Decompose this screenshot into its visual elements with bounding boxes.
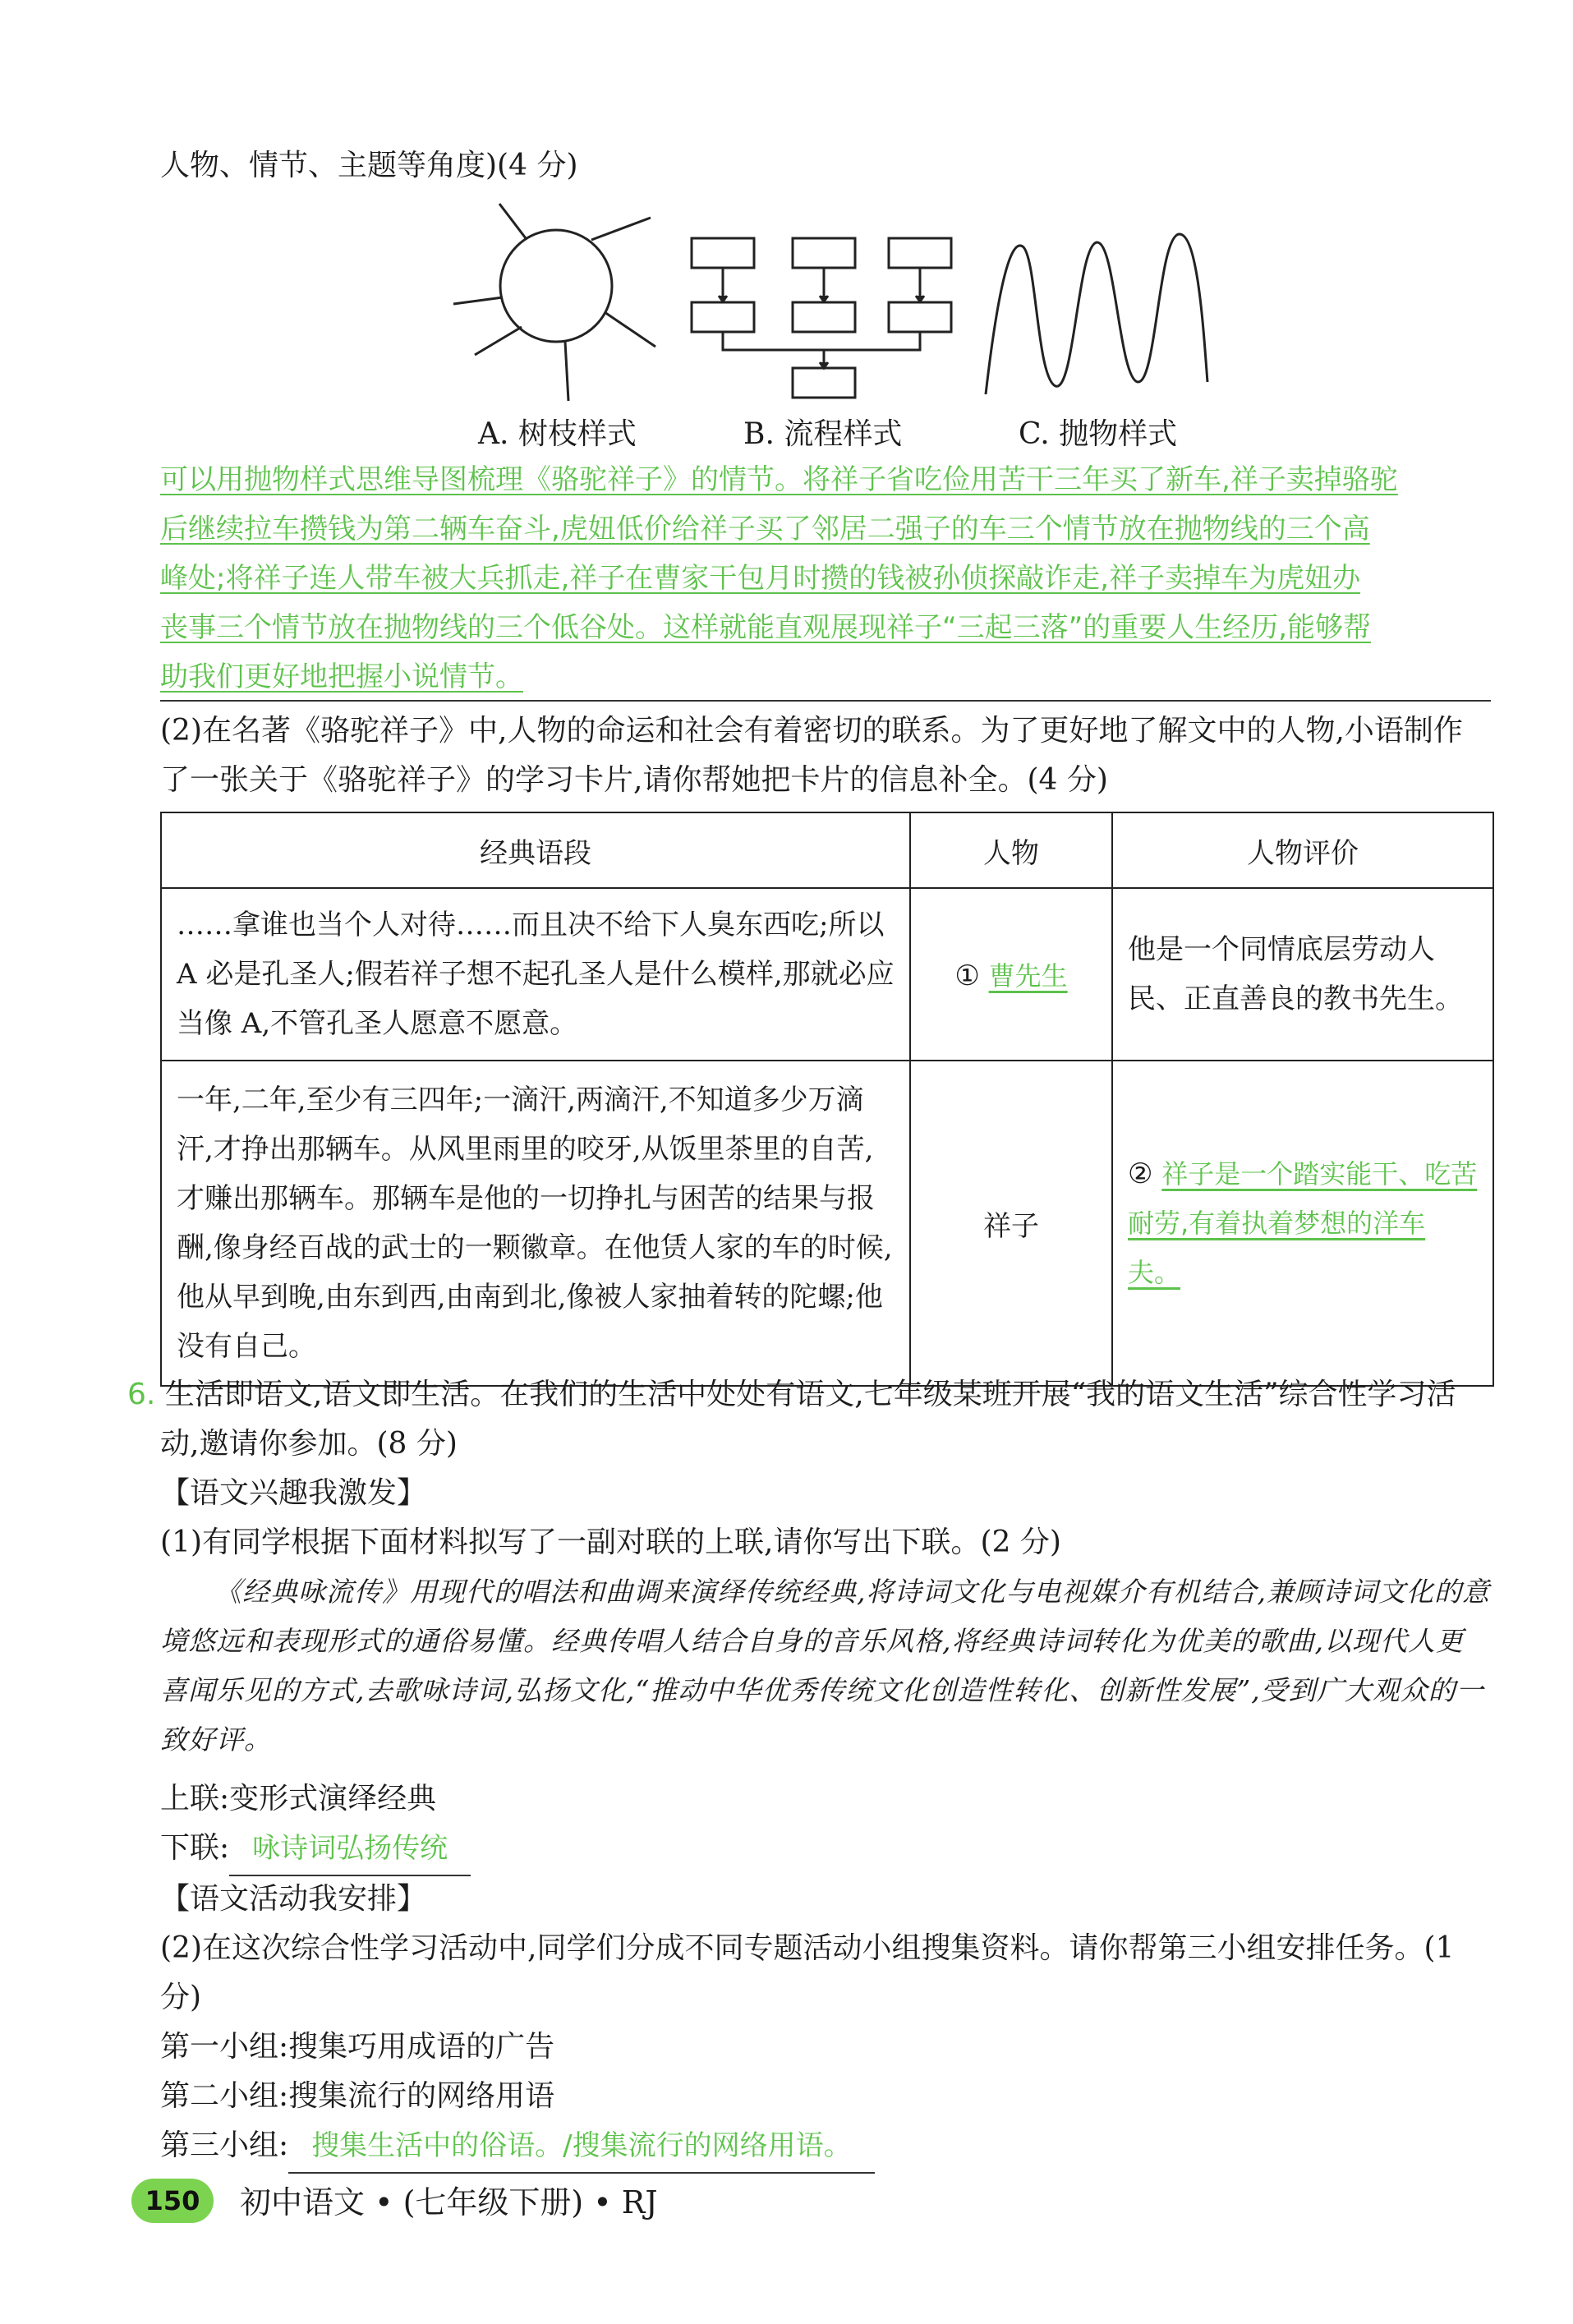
answer-rule xyxy=(160,700,1491,702)
group-three-label: 第三小组: xyxy=(160,2128,289,2162)
answer-line-1: 可以用抛物样式思维导图梳理《骆驼祥子》的情节。将祥子省吃俭用苦干三年买了新车,祥子卖掉骆驼 xyxy=(160,463,1398,496)
evaluation-cell xyxy=(1112,1061,1493,1386)
table-row xyxy=(161,888,1493,1061)
caption-tree-style: A. 树枝样式 xyxy=(478,417,637,451)
answer-line-4: 丧事三个情节放在抛物线的三个低谷处。这样就能直观展现祥子“三起三落”的重要人生经历,能够帮 xyxy=(160,611,1372,644)
mindmap-style-diagrams xyxy=(444,189,1232,419)
page-number-badge: 150 xyxy=(131,2179,214,2223)
blank-number: ② xyxy=(1128,1157,1153,1190)
table-row xyxy=(161,1061,1493,1386)
group-three-answer: 搜集生活中的俗语。/搜集流行的网络用语。 xyxy=(288,2121,874,2174)
character-cell xyxy=(910,888,1112,1061)
answer-line-2: 后继续拉车攒钱为第二辆车奋斗,虎妞低价给祥子买了邻居二强子的车三个情节放在抛物线的三个高 xyxy=(160,513,1370,545)
section-heading-interest: 【语文兴趣我激发】 xyxy=(160,1476,427,1510)
section-heading-activity: 【语文活动我安排】 xyxy=(160,1882,427,1916)
sub-question-2-line-1: (2)在这次综合性学习活动中,同学们分成不同专题活动小组搜集资料。请你帮第三小组安排任务。(1 xyxy=(160,1931,1455,1965)
passage-cell: 一年,二年,至少有三四年;一滴汗,两滴汗,不知道多少万滴汗,才挣出那辆车。从风里雨里的咬牙,从饭里茶里的自苦,才赚出那辆车。那辆车是他的一切挣扎与困苦的结果与报酬,像身经百战的武士的一颗徽章。在他赁人家的车的时候,他从早到晚,由东到西,由南到北,像被人家抽着转的陀螺;他没有自己。 xyxy=(161,1061,910,1386)
group-three xyxy=(160,2121,875,2174)
header-character: 人物 xyxy=(910,812,1112,888)
blank-number: ① xyxy=(954,960,980,992)
evaluation-cell: 他是一个同情底层劳动人民、正直善良的教书先生。 xyxy=(1112,888,1493,1061)
q6-line-2: 动,邀请你参加。(8 分) xyxy=(160,1427,458,1461)
answer-line-3: 峰处;将祥子连人带车被大兵抓走,祥子在曹家干包月时攒的钱被孙侦探敲诈走,祥子卖掉车为虎妞办 xyxy=(160,562,1361,595)
flow-style-diagram xyxy=(692,238,951,398)
book-title: 初中语文 • (七年级下册) • RJ xyxy=(240,2184,658,2220)
table-header-row xyxy=(161,812,1493,888)
character-answer: 曹先生 xyxy=(988,960,1068,992)
q2-line-1: (2)在名著《骆驼祥子》中,人物的命运和社会有着密切的联系。为了更好地了解文中的人物,小语制作 xyxy=(160,714,1463,748)
q6-text-1: 生活即语文,语文即生活。在我们的生活中处处有语文,七年级某班开展“我的语文生活”综合性学习活 xyxy=(164,1378,1456,1411)
q2-line-2: 了一张关于《骆驼祥子》的学习卡片,请你帮她把卡片的信息补全。(4 分) xyxy=(160,763,1108,797)
sub-question-1: (1)有同学根据下面材料拟写了一副对联的上联,请你写出下联。(2 分) xyxy=(160,1526,1061,1559)
caption-parabola-style: C. 抛物样式 xyxy=(1019,417,1178,451)
character-cell: 祥子 xyxy=(910,1061,1112,1386)
question-number: 6. xyxy=(127,1378,156,1411)
lower-couplet-answer: 咏诗词弘扬传统 xyxy=(229,1824,471,1876)
intro-line: 人物、情节、主题等角度)(4 分) xyxy=(160,149,578,182)
passage-cell: ……拿谁也当个人对待……而且决不给下人臭东西吃;所以 A 必是孔圣人;假若祥子想不起孔圣人是什么模样,那就必应当像 A,不管孔圣人愿意不愿意。 xyxy=(161,888,910,1061)
material-paragraph: 《经典咏流传》用现代的唱法和曲调来演绎传统经典,将诗词文化与电视媒介有机结合,兼顾诗词文化的意境悠远和表现形式的通俗易懂。经典传唱人结合自身的音乐风格,将经典诗词转化为优美的歌曲,以现代人更喜闻乐见的方式,去歌咏诗词,弘扬文化,“推动中华优秀传统文化创造性转化、创新性发展”,受到广大观众的一致好评。 xyxy=(160,1576,1490,1756)
q6-line-1 xyxy=(127,1370,1456,1420)
evaluation-answer: 祥子是一个踏实能干、吃苦耐劳,有着执着梦想的洋车夫。 xyxy=(1128,1158,1478,1288)
group-one: 第一小组:搜集巧用成语的广告 xyxy=(160,2030,555,2064)
tree-style-diagram xyxy=(453,204,655,401)
parabola-style-diagram xyxy=(986,234,1207,394)
answer-line-5: 助我们更好地把握小说情节。 xyxy=(160,660,523,693)
group-two: 第二小组:搜集流行的网络用语 xyxy=(160,2079,555,2113)
sub-question-2-line-2: 分) xyxy=(160,1981,202,2014)
upper-couplet: 上联:变形式演绎经典 xyxy=(160,1782,437,1815)
header-evaluation: 人物评价 xyxy=(1112,812,1493,888)
lower-couplet-label: 下联: xyxy=(160,1831,230,1865)
caption-flow-style: B. 流程样式 xyxy=(743,417,903,451)
header-classic-passage: 经典语段 xyxy=(161,812,910,888)
study-card-table xyxy=(160,812,1494,1387)
lower-couplet xyxy=(160,1824,471,1876)
